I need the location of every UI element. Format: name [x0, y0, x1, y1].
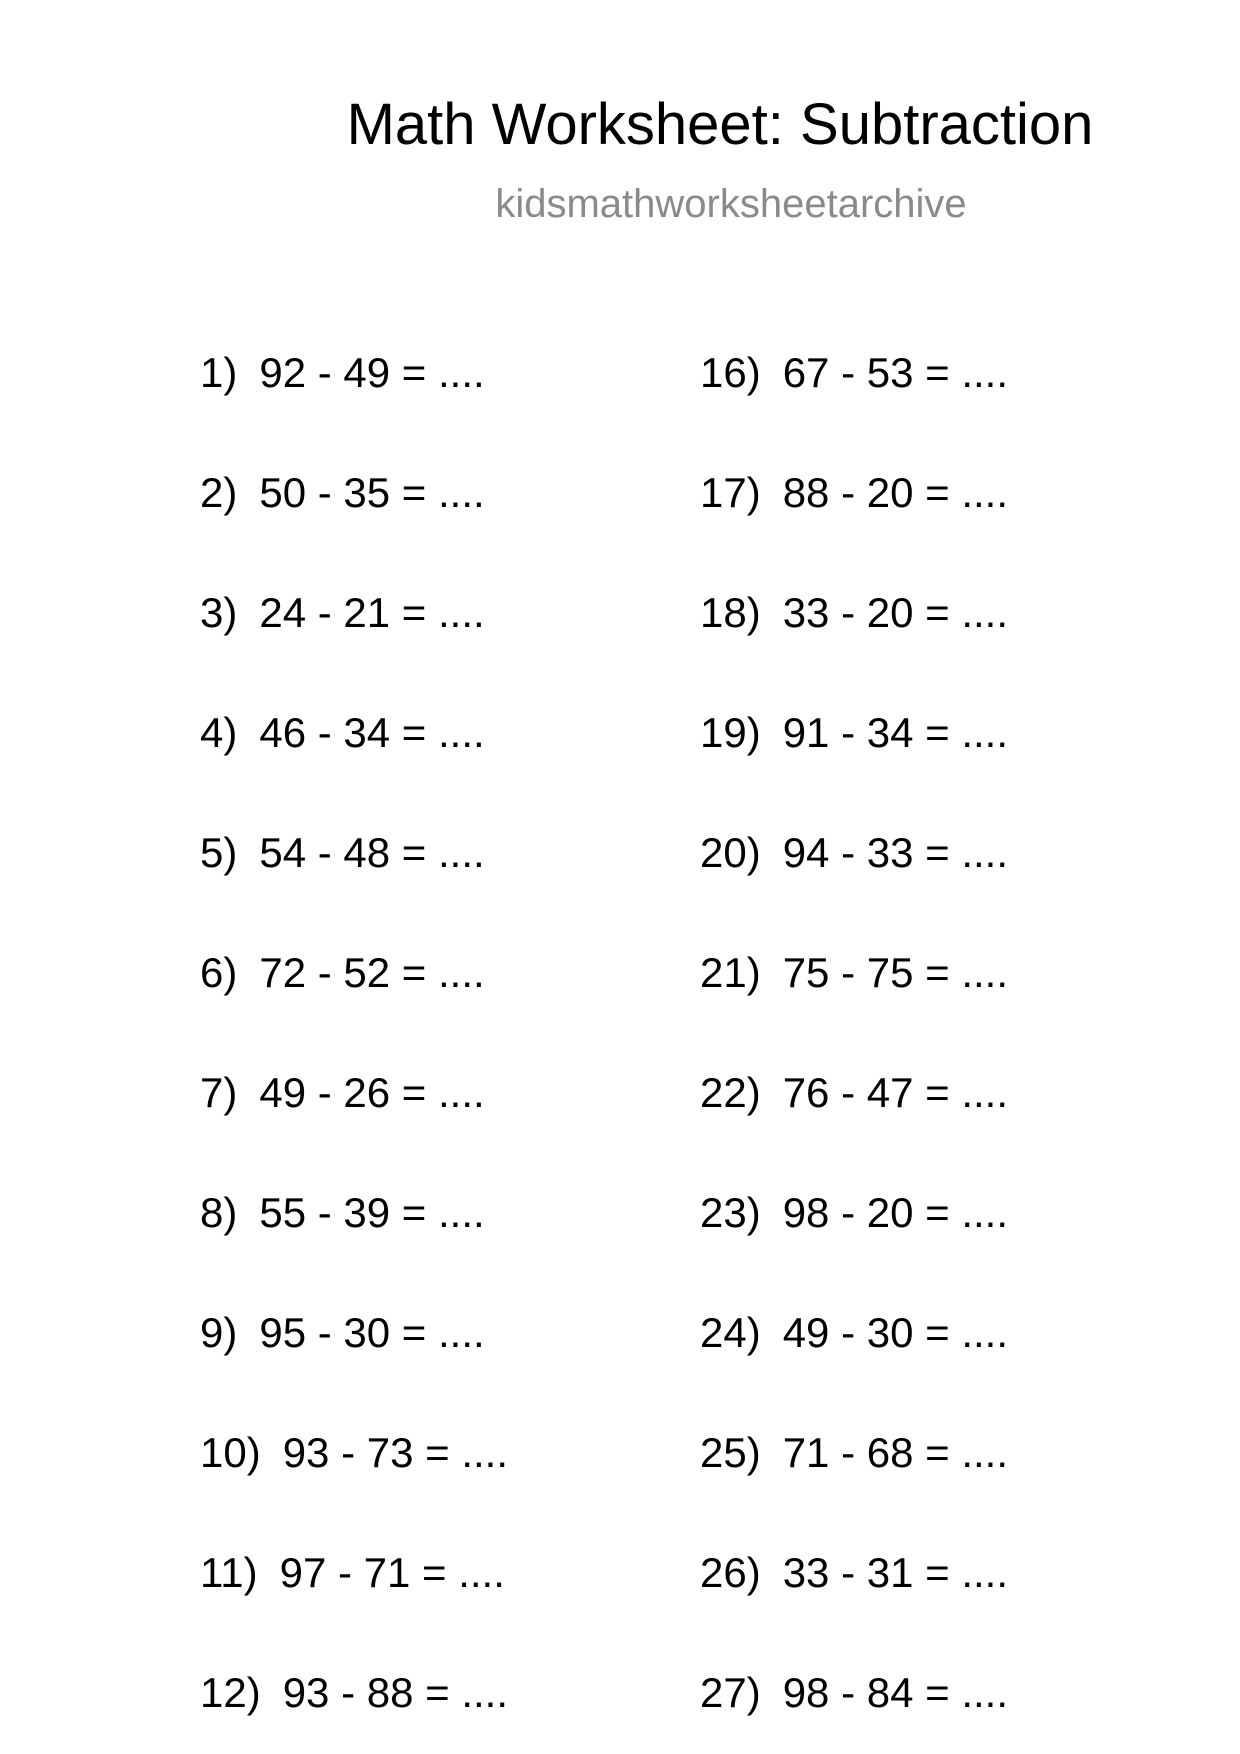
problem-25: [700, 1429, 1009, 1476]
problem-expression: 67 - 53 = ....: [782, 349, 1009, 396]
problem-expression: 76 - 47 = ....: [782, 1069, 1009, 1116]
problem-expression: 24 - 21 = ....: [259, 589, 485, 636]
problem-23: [700, 1189, 1009, 1236]
problem-20: [700, 829, 1009, 876]
problem-expression: 98 - 84 = ....: [782, 1669, 1009, 1716]
problem-17: [700, 469, 1009, 516]
problem-3: [200, 589, 485, 636]
problem-expression: 55 - 39 = ....: [259, 1189, 485, 1236]
problem-12: [200, 1669, 509, 1716]
problem-10: [200, 1429, 509, 1476]
problem-21: [700, 949, 1009, 996]
problem-2: [200, 469, 485, 516]
problem-expression: 75 - 75 = ....: [782, 949, 1009, 996]
problem-expression: 33 - 31 = ....: [782, 1549, 1009, 1596]
problem-number: 19): [700, 709, 761, 756]
problem-number: 21): [700, 949, 761, 996]
problem-number: 11): [200, 1549, 258, 1596]
problem-expression: 71 - 68 = ....: [782, 1429, 1009, 1476]
problem-number: 24): [700, 1309, 761, 1356]
problem-24: [700, 1309, 1009, 1356]
problem-expression: 91 - 34 = ....: [782, 709, 1009, 756]
worksheet-title: Math Worksheet: Subtraction: [346, 92, 1094, 157]
problem-number: 9): [200, 1309, 238, 1356]
problem-5: [200, 829, 485, 876]
problem-expression: 93 - 88 = ....: [282, 1669, 509, 1716]
problem-number: 22): [700, 1069, 761, 1116]
problem-11: [200, 1549, 505, 1596]
problem-number: 4): [200, 709, 238, 756]
problem-expression: 88 - 20 = ....: [782, 469, 1009, 516]
problem-expression: 49 - 26 = ....: [259, 1069, 485, 1116]
problem-number: 27): [700, 1669, 761, 1716]
problem-number: 16): [700, 349, 761, 396]
worksheet-source: kidsmathworksheetarchive: [495, 182, 967, 226]
problem-number: 12): [200, 1669, 261, 1716]
problem-16: [700, 349, 1009, 396]
problem-expression: 97 - 71 = ....: [279, 1549, 505, 1596]
problem-7: [200, 1069, 485, 1116]
problem-6: [200, 949, 485, 996]
problem-expression: 98 - 20 = ....: [782, 1189, 1009, 1236]
problem-number: 7): [200, 1069, 238, 1116]
problem-22: [700, 1069, 1009, 1116]
problem-19: [700, 709, 1009, 756]
problem-number: 8): [200, 1189, 238, 1236]
problem-27: [700, 1669, 1009, 1716]
problem-26: [700, 1549, 1009, 1596]
problem-number: 17): [700, 469, 761, 516]
problem-8: [200, 1189, 485, 1236]
problem-number: 26): [700, 1549, 761, 1596]
problem-expression: 94 - 33 = ....: [782, 829, 1009, 876]
problem-expression: 49 - 30 = ....: [782, 1309, 1009, 1356]
problem-expression: 92 - 49 = ....: [259, 349, 485, 396]
problem-number: 6): [200, 949, 238, 996]
problem-expression: 50 - 35 = ....: [259, 469, 485, 516]
problem-9: [200, 1309, 485, 1356]
problem-number: 25): [700, 1429, 761, 1476]
problem-expression: 46 - 34 = ....: [259, 709, 485, 756]
problem-number: 20): [700, 829, 761, 876]
problem-1: [200, 349, 485, 396]
problem-expression: 54 - 48 = ....: [259, 829, 485, 876]
problem-expression: 72 - 52 = ....: [259, 949, 485, 996]
problem-number: 2): [200, 469, 238, 516]
problem-expression: 93 - 73 = ....: [282, 1429, 509, 1476]
problem-number: 18): [700, 589, 761, 636]
problem-number: 23): [700, 1189, 761, 1236]
problem-18: [700, 589, 1009, 636]
problem-expression: 33 - 20 = ....: [782, 589, 1009, 636]
problem-expression: 95 - 30 = ....: [259, 1309, 485, 1356]
problem-4: [200, 709, 485, 756]
problem-number: 10): [200, 1429, 261, 1476]
problem-number: 1): [200, 349, 238, 396]
problem-number: 3): [200, 589, 238, 636]
problem-number: 5): [200, 829, 238, 876]
